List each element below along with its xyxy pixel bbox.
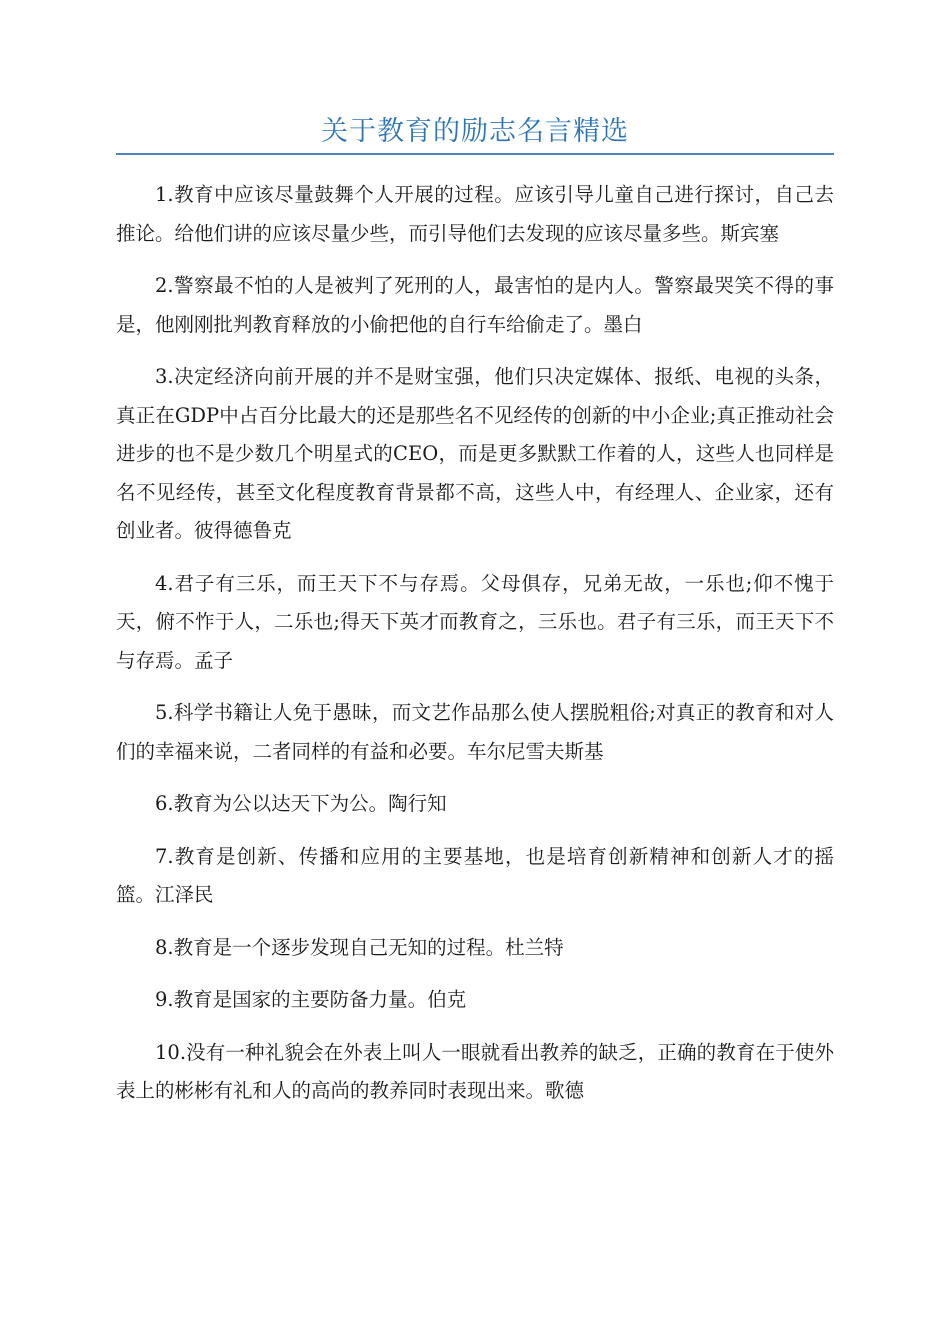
quote-paragraph: 7.教育是创新、传播和应用的主要基地，也是培育创新精神和创新人才的摇篮。江泽民 [116,844,834,906]
quote-paragraph: 2.警察最不怕的人是被判了死刑的人，最害怕的是内人。警察最哭笑不得的事是，他刚刚批判教育释放的小偷把他的自行车给偷走了。墨白 [116,274,834,336]
quote-paragraph: 4.君子有三乐，而王天下不与存焉。父母俱存，兄弟无故，一乐也;仰不愧于天，俯不怍于人，二乐也;得天下英才而教育之，三乐也。君子有三乐，而王天下不与存焉。孟子 [116,571,834,672]
quote-paragraph: 1.教育中应该尽量鼓舞个人开展的过程。应该引导儿童自己进行探讨，自己去推论。给他们讲的应该尽量少些，而引导他们去发现的应该尽量多些。斯宾塞 [116,183,834,245]
quote-paragraph: 10.没有一种礼貌会在外表上叫人一眼就看出教养的缺乏，正确的教育在于使外表上的彬彬有礼和人的高尚的教养同时表现出来。歌德 [116,1040,834,1102]
document-title: 关于教育的励志名言精选 [321,116,629,147]
title-underline [116,153,834,155]
quote-paragraph: 5.科学书籍让人免于愚昧，而文艺作品那么使人摆脱粗俗;对真正的教育和对人们的幸福来说，二者同样的有益和必要。车尔尼雪夫斯基 [116,701,834,763]
quote-paragraph: 9.教育是国家的主要防备力量。伯克 [155,988,467,1011]
document-body [116,176,834,1125]
quote-paragraph: 3.决定经济向前开展的并不是财宝强，他们只决定媒体、报纸、电视的头条，真正在GDP中占百分比最大的还是那些名不见经传的创新的中小企业;真正推动社会进步的也不是少数几个明星式的CEO，而是更多默默工作着的人，这些人也同样是名不见经传，甚至文化程度教育背景都不高，这些人中，有经理人、企业家，还有创业者。彼得德鲁克 [116,365,834,542]
quote-paragraph: 6.教育为公以达天下为公。陶行知 [155,792,447,815]
quote-paragraph: 8.教育是一个逐步发现自己无知的过程。杜兰特 [155,935,564,959]
